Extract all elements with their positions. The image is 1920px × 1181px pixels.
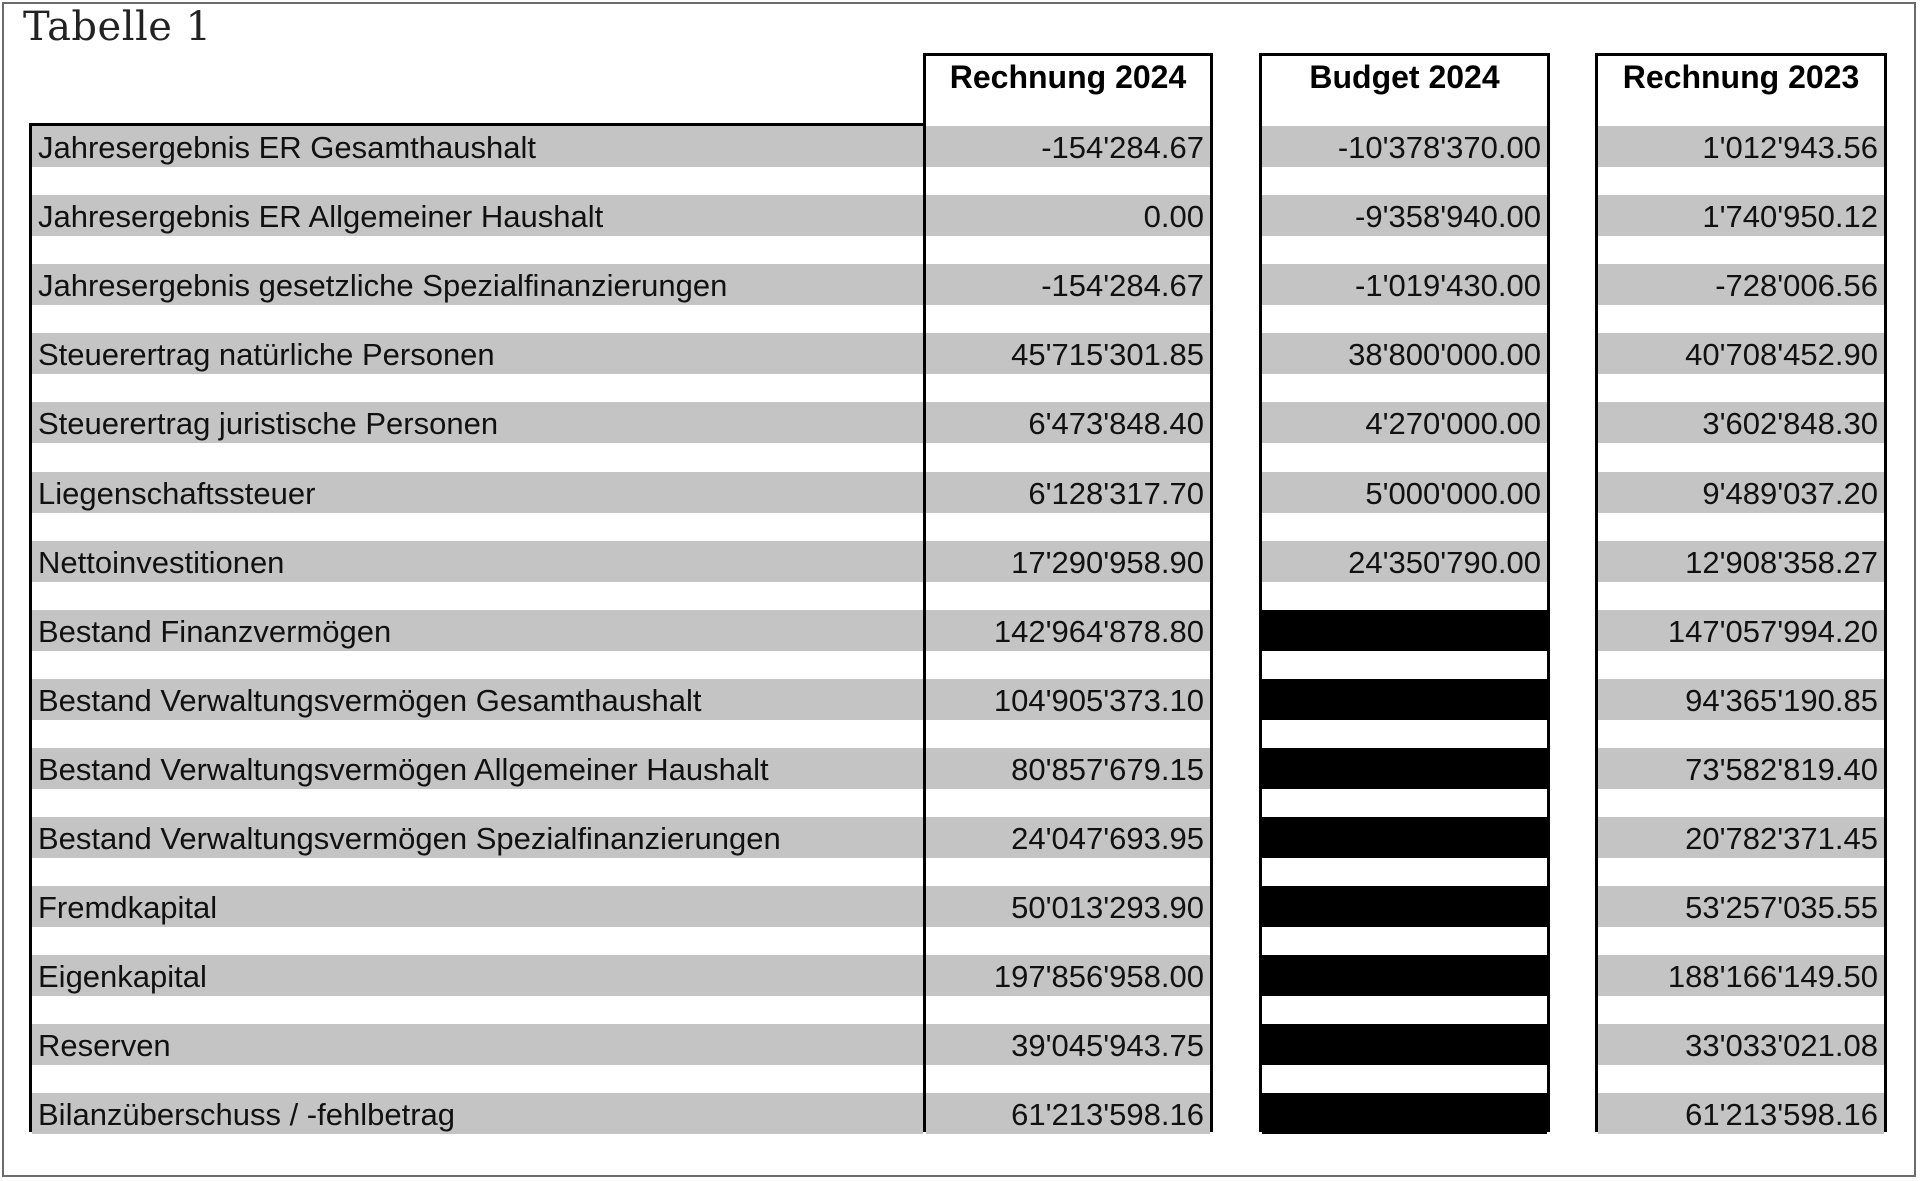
rechnung-2024-cell: 6'128'317.70 — [1028, 476, 1204, 511]
row-label: Bestand Verwaltungsvermögen Spezialfinanzierungen — [38, 821, 781, 856]
row-label: Reserven — [38, 1028, 171, 1063]
row-label: Liegenschaftssteuer — [38, 476, 316, 511]
budget-2024-cell: 5'000'000.00 — [1365, 476, 1541, 511]
rechnung-2023-cell: 9'489'037.20 — [1702, 476, 1878, 511]
rechnung-2023-cell: 1'012'943.56 — [1702, 130, 1878, 165]
header-budget-2024: Budget 2024 — [1309, 59, 1500, 95]
rechnung-2023-cell: 33'033'021.08 — [1685, 1028, 1878, 1063]
budget-2024-cell: 4'270'000.00 — [1365, 406, 1541, 441]
row-label: Steuerertrag natürliche Personen — [38, 337, 495, 372]
rechnung-2024-cell: 197'856'958.00 — [993, 959, 1204, 994]
rechnung-2024-cell: -154'284.67 — [1041, 130, 1204, 165]
row-label: Bestand Verwaltungsvermögen Allgemeiner Haushalt — [38, 752, 769, 787]
rechnung-2023-cell: 1'740'950.12 — [1702, 199, 1878, 234]
rechnung-2023-cell: 61'213'598.16 — [1685, 1097, 1878, 1132]
redacted-cell — [1262, 1093, 1547, 1134]
rechnung-2023-cell: -728'006.56 — [1715, 268, 1878, 303]
row-label: Eigenkapital — [38, 959, 207, 994]
rechnung-2024-cell: 17'290'958.90 — [1011, 545, 1204, 580]
rechnung-2023-cell: 73'582'819.40 — [1685, 752, 1878, 787]
redacted-cell — [1262, 679, 1547, 720]
rechnung-2024-cell: 80'857'679.15 — [1011, 752, 1204, 787]
budget-2024-cell: -1'019'430.00 — [1355, 268, 1541, 303]
budget-2024-cell: 38'800'000.00 — [1348, 337, 1541, 372]
row-label: Bestand Finanzvermögen — [38, 614, 392, 649]
rechnung-2023-cell: 188'166'149.50 — [1667, 959, 1878, 994]
row-label: Steuerertrag juristische Personen — [38, 406, 499, 441]
rechnung-2023-cell: 53'257'035.55 — [1685, 890, 1878, 925]
row-label: Bestand Verwaltungsvermögen Gesamthaushalt — [38, 683, 702, 718]
redacted-cell — [1262, 955, 1547, 996]
header-rechnung-2024: Rechnung 2024 — [949, 59, 1187, 95]
rechnung-2023-cell: 40'708'452.90 — [1685, 337, 1878, 372]
redacted-cell — [1262, 748, 1547, 789]
rechnung-2023-cell: 94'365'190.85 — [1685, 683, 1878, 718]
rechnung-2024-cell: 24'047'693.95 — [1011, 821, 1204, 856]
redacted-cell — [1262, 610, 1547, 651]
rechnung-2023-cell: 3'602'848.30 — [1702, 406, 1878, 441]
rechnung-2024-cell: 50'013'293.90 — [1011, 890, 1204, 925]
redacted-cell — [1262, 817, 1547, 858]
row-label: Jahresergebnis gesetzliche Spezialfinanzierungen — [38, 268, 728, 303]
row-label: Jahresergebnis ER Gesamthaushalt — [38, 130, 536, 165]
row-label: Bilanzüberschuss / -fehlbetrag — [38, 1097, 456, 1132]
rechnung-2024-cell: -154'284.67 — [1041, 268, 1204, 303]
redacted-cell — [1262, 886, 1547, 927]
rechnung-2024-cell: 0.00 — [1143, 199, 1204, 234]
row-label: Fremdkapital — [38, 890, 218, 925]
rechnung-2024-cell: 45'715'301.85 — [1011, 337, 1204, 372]
rechnung-2024-cell: 142'964'878.80 — [993, 614, 1204, 649]
budget-2024-cell: -10'378'370.00 — [1337, 130, 1541, 165]
rechnung-2023-cell: 12'908'358.27 — [1685, 545, 1878, 580]
row-label: Jahresergebnis ER Allgemeiner Haushalt — [38, 199, 604, 234]
rechnung-2023-cell: 147'057'994.20 — [1667, 614, 1878, 649]
rechnung-2023-cell: 20'782'371.45 — [1685, 821, 1878, 856]
row-label: Nettoinvestitionen — [38, 545, 285, 580]
rechnung-2024-cell: 39'045'943.75 — [1011, 1028, 1204, 1063]
budget-2024-cell: -9'358'940.00 — [1355, 199, 1541, 234]
header-rechnung-2023: Rechnung 2023 — [1622, 59, 1860, 95]
redacted-cell — [1262, 1024, 1547, 1065]
table-caption: Tabelle 1 — [23, 4, 212, 50]
rechnung-2024-cell: 61'213'598.16 — [1011, 1097, 1204, 1132]
rechnung-2024-cell: 104'905'373.10 — [993, 683, 1204, 718]
rechnung-2024-cell: 6'473'848.40 — [1028, 406, 1204, 441]
budget-2024-cell: 24'350'790.00 — [1348, 545, 1541, 580]
